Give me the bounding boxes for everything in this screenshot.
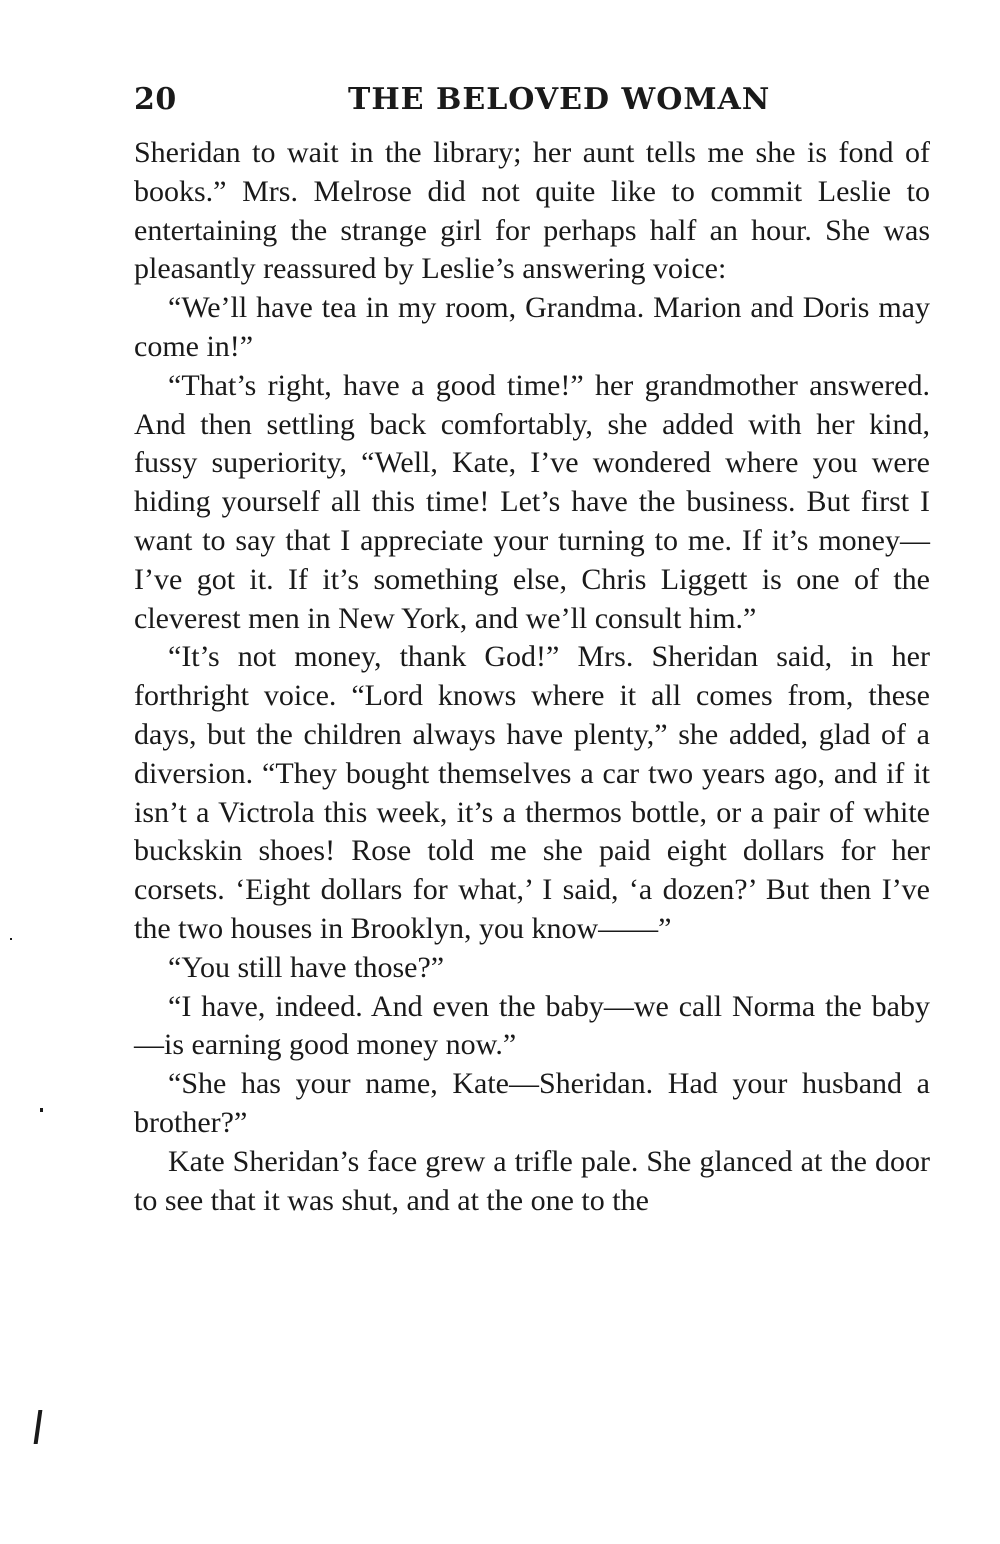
scan-speck (10, 938, 12, 940)
paragraph: “That’s right, have a good time!” her grandmother answered. And then settling back comfortably, she added with her kind, fussy superiority, “Well, Kate, I’ve wondered where you were hiding yourself all this time! Let’s have the business. But first I want to say that I appreciate your turning to me. If it’s money—I’ve got it. If it’s something else, Chris Liggett is one of the cleverest men in New York, and we’ll consult him.” (134, 368, 930, 635)
paragraph: “It’s not money, thank God!” Mrs. Sheridan said, in her forthright voice. “Lord knows where it all comes from, these days, but the children always have plenty,” she added, glad of a diversion. “They bought themselves a car two years ago, and if it isn’t a Victrola this week, it’s a thermos bottle, or a pair of white buckskin shoes! Rose told me she paid eight dollars for her corsets. ‘Eight dollars for what,’ I said, ‘a dozen?’ But then I’ve the two houses in Brooklyn, you know——” (134, 640, 930, 945)
paragraph: “You still have those?” (168, 950, 445, 984)
paragraph: Kate Sheridan’s face grew a trifle pale. She glanced at the door to see that it was shut, and at the one to the (134, 1144, 930, 1217)
paragraph: “I have, indeed. And even the baby—we call Norma the baby—is earning good money now.” (134, 989, 930, 1062)
scan-speck (40, 1108, 43, 1112)
body-text (134, 134, 930, 1220)
paragraph: “She has your name, Kate—Sheridan. Had your husband a brother?” (134, 1067, 930, 1139)
page-number: 20 (134, 82, 177, 117)
running-head (134, 80, 930, 120)
paragraph-continuation: Sheridan to wait in the library; her aunt tells me she is fond of books.” Mrs. Melrose did not quite like to commit Leslie to entertaining the strange girl for perhaps half an hour. She was pleasantly reassured by Leslie’s answering voice: (134, 136, 930, 286)
book-page (134, 80, 930, 1220)
book-title: THE BELOVED WOMAN (348, 82, 771, 117)
scan-mark (34, 1410, 43, 1444)
paragraph: “We’ll have tea in my room, Grandma. Marion and Doris may come in!” (134, 291, 930, 363)
